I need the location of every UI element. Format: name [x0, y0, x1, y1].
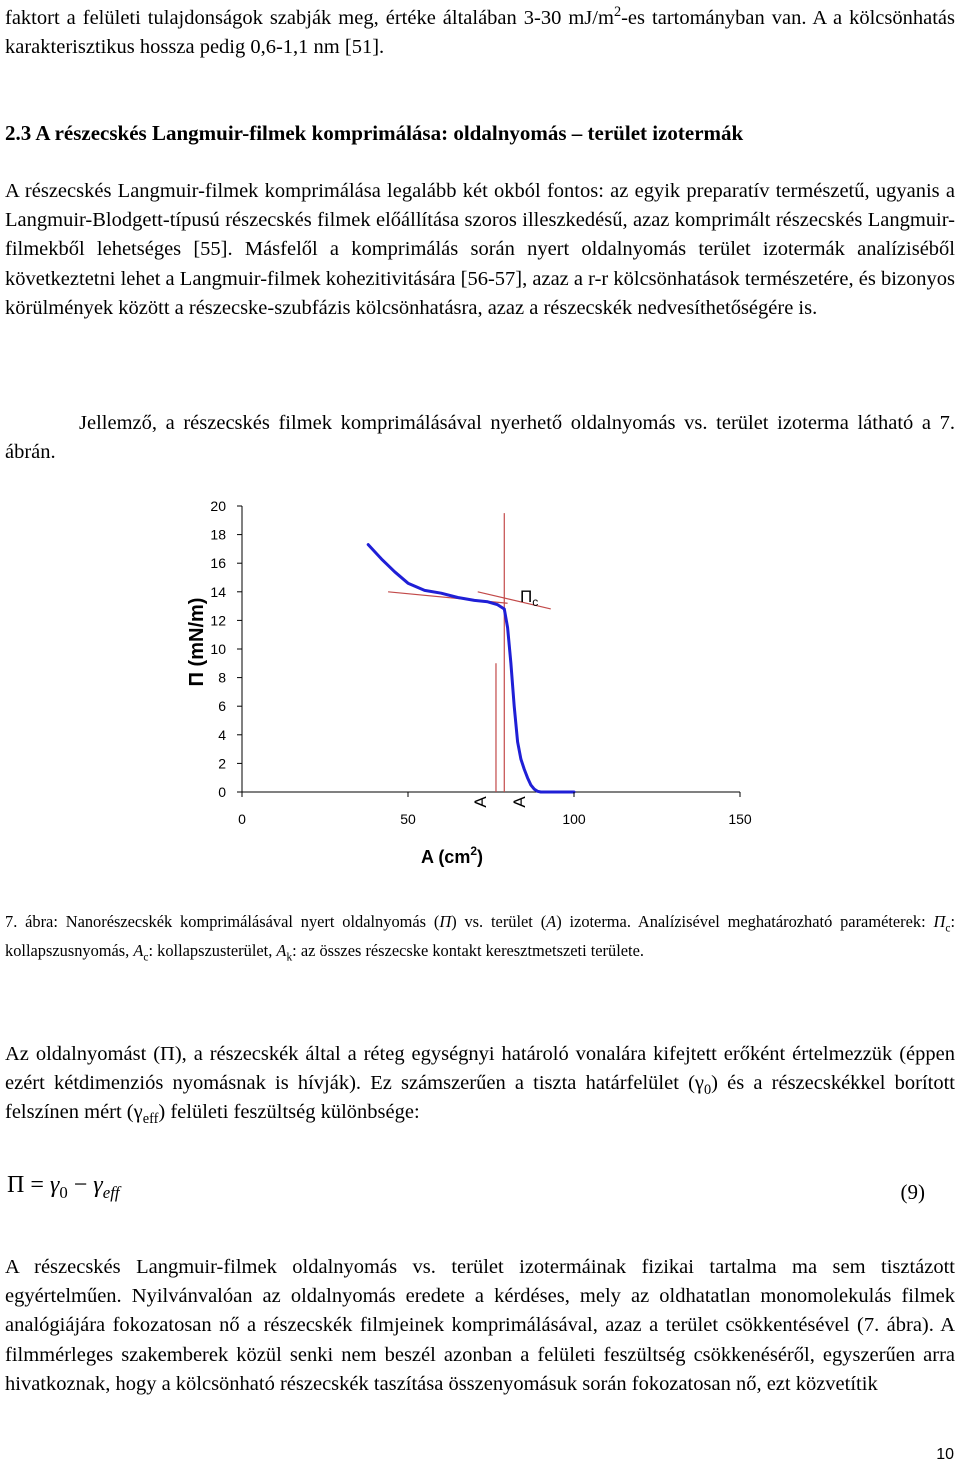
figure-caption: 7. ábra: Nanorészecskék komprimálásával nyert oldalnyomás (Π) vs. terület (A) izoterma. Analízisével meghatározható paraméterek: $\Pi_c$: kollapszusnyomás, $A_c$: kollapszusterület, $A_k$: az összes részecske kontakt keresztmetszeti területe. — [5, 912, 955, 963]
equation-9 — [5, 1172, 955, 1212]
page-number: 10 — [936, 1446, 954, 1463]
annotation-a-right: A — [510, 796, 529, 808]
equation-number: (9) — [900, 1180, 925, 1204]
y-tick-label: 14 — [210, 583, 226, 600]
y-tick-label: 4 — [218, 726, 226, 743]
y-tick-label: 12 — [210, 612, 226, 629]
paragraph-intro: faktort a felületi tulajdonságok szabják meg, értéke általában 3-30 $mJ/m^2-es$ tartományban van. A a kölcsönhatás karakterisztikus hossza pedig 0,6-1,1 nm [51]. — [5, 4, 955, 59]
x-tick-label: 0 — [238, 811, 246, 827]
isotherm-chart — [170, 490, 770, 880]
y-tick-label: 8 — [218, 669, 226, 686]
y-tick-label: 2 — [218, 755, 226, 772]
y-axis-label: Π (mN/m) — [186, 597, 208, 687]
paragraph-4: A részecskés Langmuir-filmek oldalnyomás vs. terület izotermáinak fizikai tartalma ma sem tisztázott egyértelműen. Nyilvánvalóan az oldalnyomás eredete a kérdéses, mely az oldhatatlan monomolekulás filmek analógiájára fokozatosan nő a részecskék filmjeinek komprimálásával, azaz a terület csökkentésével (7. ábra). A filmmérleges szakemberek közül senki nem beszél azonban a felületi feszültség csökkenéséről, egyszerűen arra hivatkoznak, hogy a kölcsönható részecskék taszítása összenyomásuk során fokozatosan nő, ezt közvetítik — [5, 1256, 955, 1395]
y-tick-label: 6 — [218, 698, 226, 715]
y-tick-label: 10 — [210, 641, 226, 657]
y-tick-label: 18 — [210, 526, 226, 543]
section-heading: 2.3 A részecskés Langmuir-filmek komprimálása: oldalnyomás – terület izotermák — [5, 121, 744, 145]
x-tick-label: 150 — [728, 811, 752, 827]
x-axis-label: A $(cm^2)$ — [420, 844, 484, 867]
y-tick-label: 0 — [218, 784, 226, 800]
isotherm-series-line — [368, 545, 574, 792]
x-tick-label: 50 — [400, 811, 416, 827]
chart-axes — [242, 506, 740, 792]
chart-ticks — [210, 498, 751, 827]
chart-series — [368, 545, 574, 792]
paragraph-1: A részecskés Langmuir-filmek komprimálása legalább két okból fontos: az egyik preparatív természetű, ugyanis a Langmuir-Blodgett-típusú részecskés filmek előállítása szoros illeszkedésű, azaz komprimált részecskés Langmuir-filmekből lehetséges [55]. Másfelől a komprimálás során nyert oldalnyomás terület izotermák analíziséből következtetni lehet a Langmuir-filmek kohezitivitására [56-57], azaz a r-r kölcsönhatások természetére, és bizonyos körülmények között a részecske-szubfázis kölcsönhatásra, azaz a részecskék nedvesíthetőségére is. — [5, 180, 955, 319]
tangent-line — [478, 592, 551, 609]
annotation-pi-c: $\Pi_c$ — [520, 587, 539, 609]
paragraph-2: Jellemző, a részecskés filmek komprimálásával nyerhető oldalnyomás vs. terület izoterma látható a 7. ábrán. — [5, 412, 955, 464]
y-tick-label: 20 — [210, 498, 226, 514]
chart-tangent-lines — [388, 513, 551, 792]
annotation-a-left: A — [471, 796, 490, 808]
y-tick-label: 16 — [210, 555, 226, 572]
equation-body: $\Pi = \gamma_0 - \gamma_{eff}$ — [7, 1172, 120, 1202]
paragraph-3: Az oldalnyomást (Π), a részecskék által a réteg egységnyi határoló vonalára kifejtett erőként értelmezzük (éppen ezért kétdimenziós nyomásnak is hívják). Ez számszerűen a tiszta határfelület $(\gamma_0)$ és a részecskékkel borított felszínen mért $(\gamma_{eff})$ felületi feszültség különbsége: — [5, 1043, 955, 1128]
x-tick-label: 100 — [562, 811, 586, 827]
